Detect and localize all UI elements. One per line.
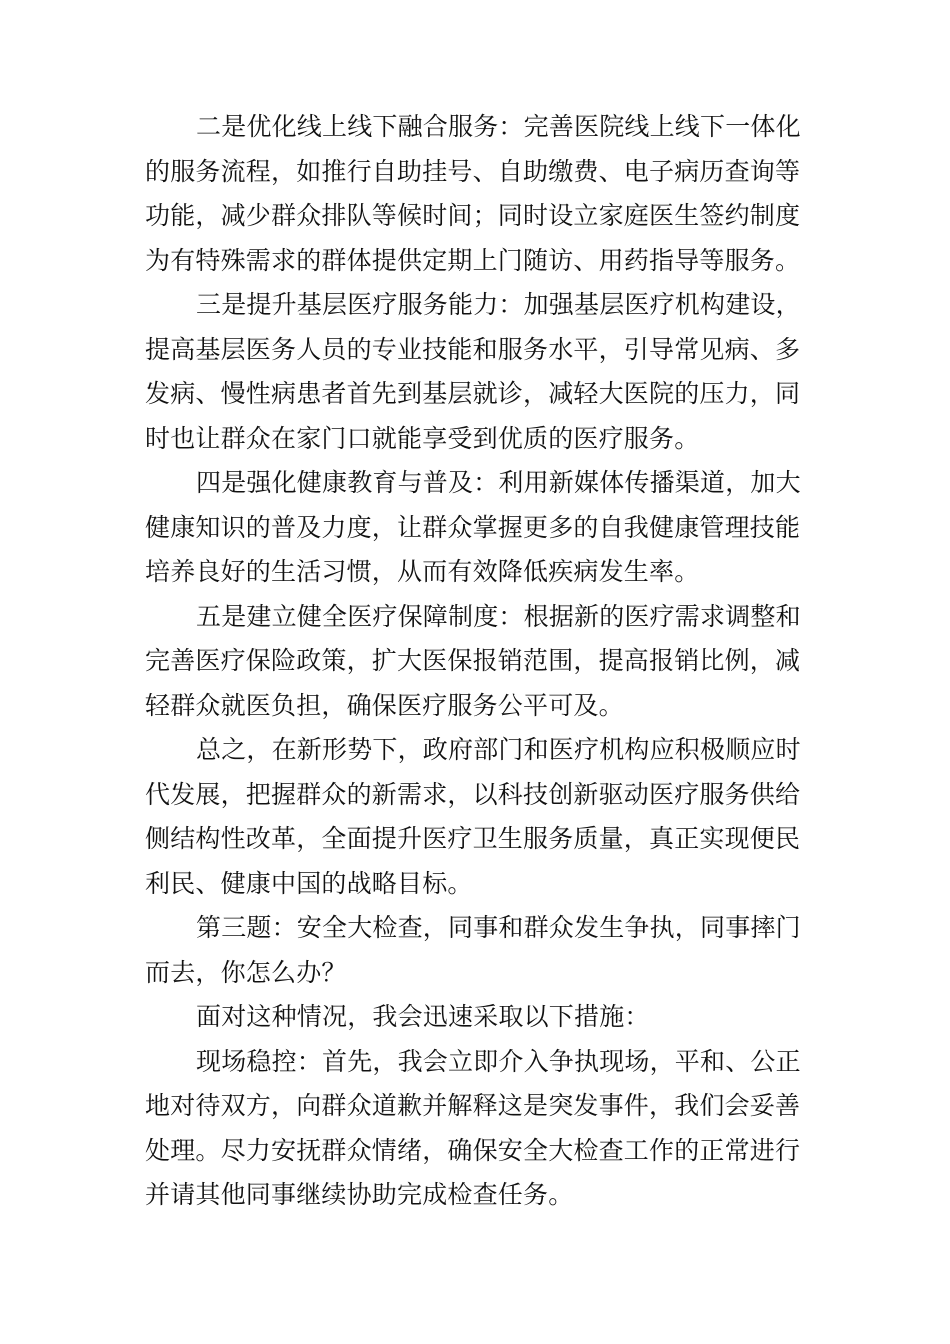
paragraph-health-education: [145, 461, 815, 595]
paragraph-on-site-control: [145, 1040, 815, 1218]
paragraph-online-offline-service: [145, 105, 815, 283]
text-line: 代发展，把握群众的新需求，以科技创新驱动医疗服务供给: [145, 779, 801, 809]
paragraph-primary-care-capacity: [145, 283, 815, 461]
paragraph-question-three: [145, 906, 815, 995]
text-line: 提高基层医务人员的专业技能和服务水平，引导常见病、多: [145, 334, 801, 364]
text-line: 面对这种情况，我会迅速采取以下措施：: [196, 1002, 650, 1031]
paragraph-response-intro: [145, 995, 815, 1040]
text-line: 第三题：安全大检查，同事和群众发生争执，同事摔门: [196, 913, 801, 942]
paragraph-medical-insurance: [145, 595, 815, 729]
text-line: 时也让群众在家门口就能享受到优质的医疗服务。: [145, 423, 700, 453]
text-line: 地对待双方，向群众道歉并解释这是突发事件，我们会妥善: [145, 1091, 801, 1120]
text-line: 侧结构性改革，全面提升医疗卫生服务质量，真正实现便民: [145, 824, 801, 853]
text-line: 并请其他同事继续协助完成检查任务。: [145, 1180, 574, 1209]
text-line: 为有特殊需求的群体提供定期上门随访、用药指导等服务。: [145, 245, 801, 275]
text-line: 健康知识的普及力度，让群众掌握更多的自我健康管理技能: [145, 512, 801, 542]
text-line: 处理。尽力安抚群众情绪，确保安全大检查工作的正常进行: [145, 1135, 801, 1165]
text-line: 利民、健康中国的战略目标。: [145, 868, 473, 898]
text-line: 三是提升基层医疗服务能力：加强基层医疗机构建设，: [196, 290, 801, 319]
text-line: 现场稳控：首先，我会立即介入争执现场，平和、公正: [196, 1046, 801, 1076]
text-line: 四是强化健康教育与普及：利用新媒体传播渠道，加大: [196, 468, 801, 497]
text-line: 完善医疗保险政策，扩大医保报销范围，提高报销比例，减: [145, 646, 801, 675]
text-line: 总之，在新形势下，政府部门和医疗机构应积极顺应时: [196, 735, 801, 764]
text-line: 培养良好的生活习惯，从而有效降低疾病发生率。: [145, 557, 700, 586]
document-body: [145, 105, 815, 1218]
text-line: 而去，你怎么办？: [145, 957, 347, 987]
text-line: 功能，减少群众排队等候时间；同时设立家庭医生签约制度: [145, 201, 801, 230]
text-line: 五是建立健全医疗保障制度：根据新的医疗需求调整和: [196, 601, 801, 631]
text-line: 轻群众就医负担，确保医疗服务公平可及。: [145, 690, 624, 720]
paragraph-conclusion: [145, 728, 815, 906]
text-line: 的服务流程，如推行自助挂号、自助缴费、电子病历查询等: [145, 156, 801, 186]
text-line: 二是优化线上线下融合服务：完善医院线上线下一体化: [196, 112, 801, 141]
text-line: 发病、慢性病患者首先到基层就诊，减轻大医院的压力，同: [145, 379, 801, 408]
